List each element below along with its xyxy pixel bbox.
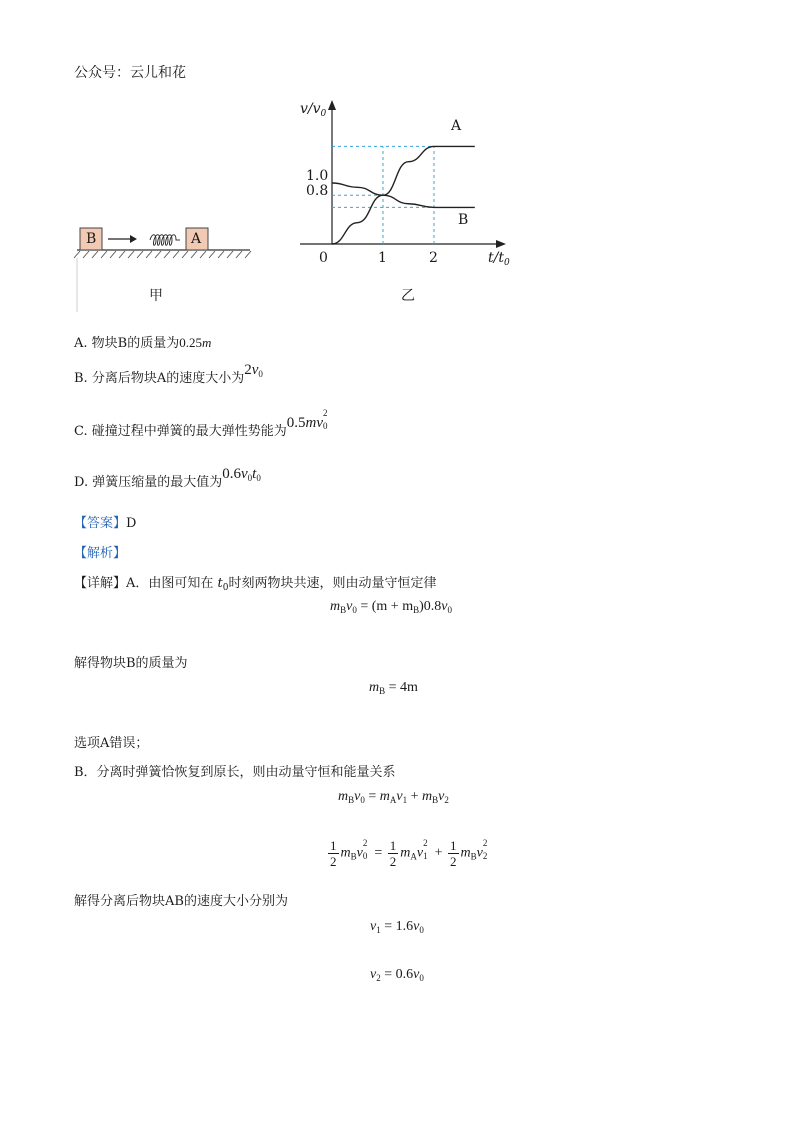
answer-line xyxy=(74,512,136,531)
y-axis-label: $v/v_0$ xyxy=(300,101,327,119)
x-tick-0: 0 xyxy=(319,250,328,266)
equation-mass-b: $m_B = 4m$ xyxy=(369,680,418,696)
option-b: B. 分离后物块A的速度大小为$2v_0$ xyxy=(74,362,263,386)
y-tick-0-8: 0.8 xyxy=(306,183,329,199)
detail-line-2: 解得物块B的质量为 xyxy=(74,656,188,671)
equation-momentum-2: $m_Bv_0 = m_Av_1 + m_Bv_2$ xyxy=(338,789,449,805)
option-d: D. 弹簧压缩量的最大值为$0.6v_0t_0$ xyxy=(74,466,261,490)
equation-v2: $v_2 = 0.6v_0$ xyxy=(370,967,424,983)
detail-line-1: 【详解】A．由图可知在 $t_0$时刻两物块共速，则由动量守恒定律 xyxy=(74,576,437,593)
option-c: C. 碰撞过程中弹簧的最大弹性势能为0.5mv 2 0 xyxy=(74,408,328,439)
block-a-label: A xyxy=(191,231,202,247)
y-tick-1-0: 1.0 xyxy=(306,168,329,184)
header-title: 公众号：云儿和花 xyxy=(74,65,186,81)
x-axis-label-text: t/t xyxy=(488,250,504,266)
equation-energy: $\frac{1}{2}$ $m_Bv$ 2 0 = $\frac{1}{2}$ $m_Av$ 2 1 + $\frac{1}{2}$ $m_Bv$ 2 2 xyxy=(330,837,488,869)
answer-value: D xyxy=(126,516,137,531)
figure-a-caption: 甲 xyxy=(149,288,163,304)
y-axis-arrow xyxy=(328,100,336,110)
y-axis-label-text: v/v xyxy=(300,101,321,117)
answer-tag: 【答案】 xyxy=(74,516,127,531)
equation-v1: $v_1 = 1.6v_0$ xyxy=(370,919,424,935)
detail-line-3: 选项A错误； xyxy=(74,736,149,751)
curve-a xyxy=(332,146,475,244)
curve-a-label: A xyxy=(451,118,462,134)
equation-momentum-1: $m_Bv_0 = (m + m_B)0.8v_0$ xyxy=(330,599,452,615)
x-axis-arrow xyxy=(496,240,506,248)
analysis-tag: 【解析】 xyxy=(74,546,127,561)
figure-b-caption: 乙 xyxy=(401,288,415,304)
detail-line-5: 解得分离后物块AB的速度大小分别为 xyxy=(74,894,288,909)
detail-line-4: B．分离时弹簧恰恢复到原长，则由动量守恒和能量关系 xyxy=(74,765,396,780)
x-axis-label: $t/t_0$ xyxy=(488,250,510,268)
block-b-label: B xyxy=(86,231,97,247)
x-tick-2: 2 xyxy=(429,250,438,266)
option-a: A. 物块B的质量为0.25m xyxy=(74,335,212,351)
curve-b-label: B xyxy=(458,212,469,228)
x-tick-1: 1 xyxy=(378,250,387,266)
curve-b xyxy=(332,183,475,207)
